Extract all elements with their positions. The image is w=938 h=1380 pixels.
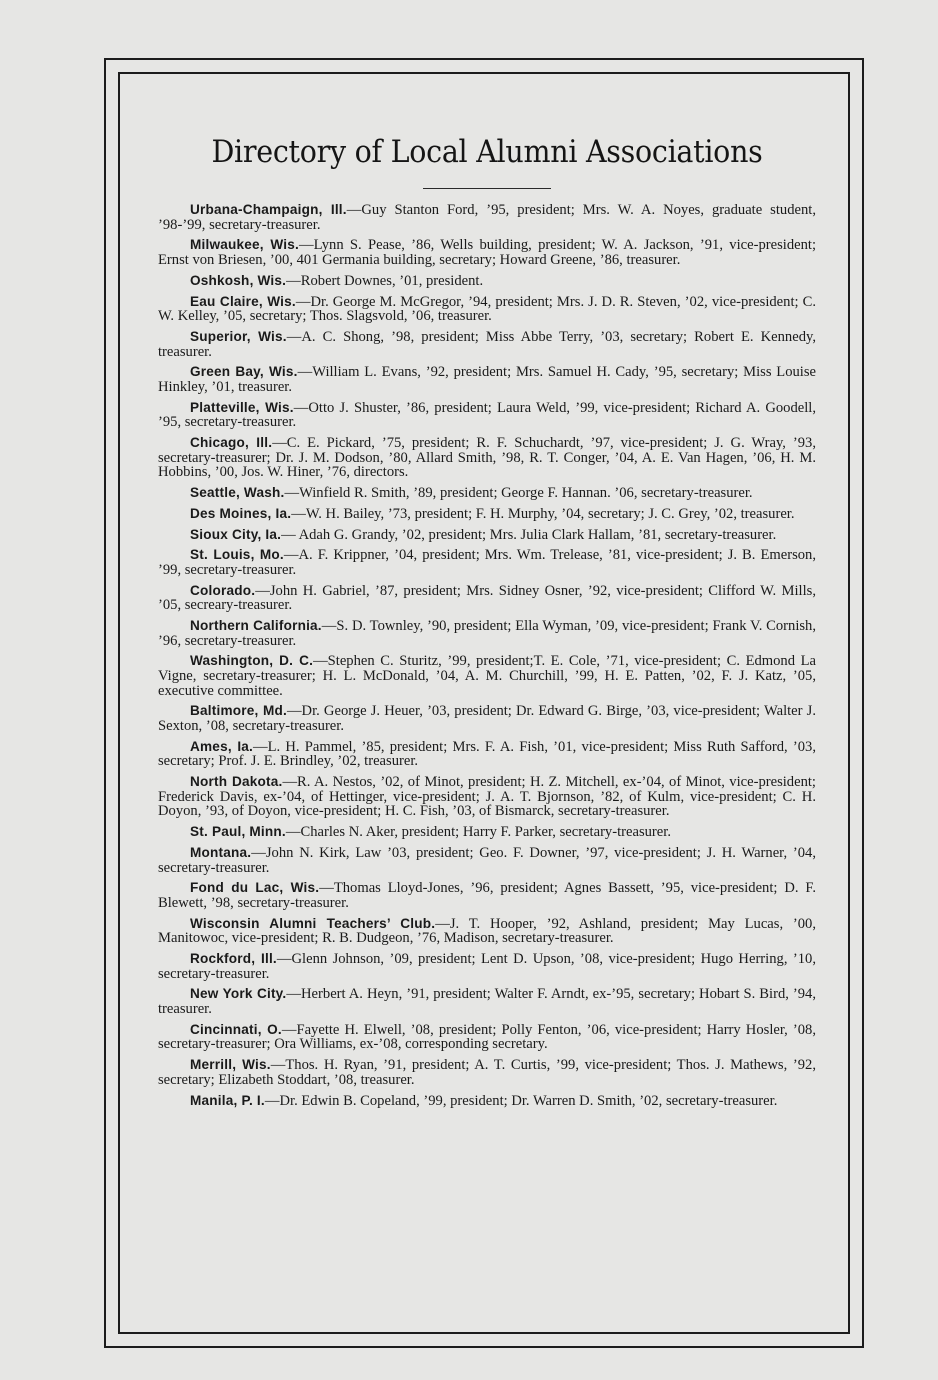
entry-officers: —Charles N. Aker, president; Harry F. Parker, secretary-treasurer. bbox=[285, 824, 671, 841]
directory-entry bbox=[158, 619, 816, 648]
entry-officers: —A. C. Shong, ’98, president; Miss Abbe Terry, ’03, secretary; Robert E. Kennedy, treasurer. bbox=[158, 328, 816, 360]
page-title: Directory of Local Alumni Associations bbox=[211, 134, 763, 170]
directory-entry bbox=[158, 401, 816, 430]
entry-location: Rockford, Ill. bbox=[190, 951, 277, 967]
directory-content bbox=[158, 128, 816, 1114]
directory-entry bbox=[158, 1058, 816, 1087]
entry-location: St. Paul, Minn. bbox=[190, 824, 286, 840]
entry-location: Fond du Lac, Wis. bbox=[190, 880, 320, 896]
entry-location: Merrill, Wis. bbox=[190, 1057, 271, 1073]
entry-officers: —Fayette H. Elwell, ’08, president; Polly Fenton, ’06, vice-president; Harry Hosler, ’08, secretary-treasurer; Ora Williams, ex-’08, corresponding secretary. bbox=[158, 1021, 816, 1053]
directory-entry bbox=[158, 952, 816, 981]
entry-location: Baltimore, Md. bbox=[190, 703, 287, 719]
entry-location: Superior, Wis. bbox=[190, 328, 287, 344]
entry-officers: —Glenn Johnson, ’09, president; Lent D. Upson, ’08, vice-president; Hugo Herring, ’10, secretary-treasurer. bbox=[158, 951, 816, 982]
directory-entry bbox=[158, 704, 816, 733]
entry-officers: —A. F. Krippner, ’04, president; Mrs. Wm. Trelease, ’81, vice-president; J. B. Emerson, ’99, secretary-treasurer. bbox=[158, 547, 816, 578]
entry-officers: —L. H. Pammel, ’85, president; Mrs. F. A. Fish, ’01, vice-president; Miss Ruth Safford, ’03, secretary; Prof. J. E. Brindley, ’02, treasurer. bbox=[158, 738, 816, 770]
entry-officers: —John H. Gabriel, ’87, president; Mrs. Sidney Osner, ’92, vice-president; Clifford W. Mills, ’05, secreary-treasurer. bbox=[158, 582, 816, 614]
directory-entry bbox=[158, 825, 816, 840]
entry-officers: —Herbert A. Heyn, ’91, president; Walter F. Arndt, ex-’95, secretary; Hobart S. Bird, ’94, treasurer. bbox=[158, 986, 816, 1018]
entry-location: Colorado. bbox=[190, 582, 256, 598]
entry-officers: —J. T. Hooper, ’92, Ashland, president; May Lucas, ’00, Manitowoc, vice-president; R. B. Dudgeon, ’76, Madison, secretary-treasurer. bbox=[158, 915, 817, 947]
entry-location: New York City. bbox=[190, 986, 287, 1002]
entry-location: Urbana-Champaign, Ill. bbox=[190, 202, 347, 217]
entry-officers: —John N. Kirk, Law ’03, president; Geo. F. Downer, ’97, vice-president; J. H. Warner, ’04, secretary-treasurer. bbox=[158, 844, 816, 876]
entry-location: Montana. bbox=[190, 844, 252, 860]
entry-location: Chicago, Ill. bbox=[190, 435, 273, 451]
entry-officers: —Stephen C. Sturitz, ’99, president;T. E. Cole, ’71, vice-president; C. Edmond La Vigne, secretary-treasurer; H. L. McDonald, ’04, A. M. Churchill, ’99, H. E. Patten, ’02, F. J. Katz, ’05, executive committee. bbox=[158, 653, 816, 699]
entry-location: Wisconsin Alumni Teachers’ Club. bbox=[190, 915, 436, 931]
directory-entry bbox=[158, 436, 816, 480]
directory-entry bbox=[158, 507, 816, 522]
entry-list bbox=[158, 203, 816, 1108]
entry-location: Northern California. bbox=[190, 618, 322, 634]
directory-entry bbox=[158, 654, 816, 698]
entry-location: St. Louis, Mo. bbox=[190, 547, 284, 563]
entry-officers: —Lynn S. Pease, ’86, Wells building, president; W. A. Jackson, ’91, vice-president; Ernst von Briesen, ’00, 401 Germania building, secretary; Howard Greene, ’86, treasurer. bbox=[158, 237, 816, 268]
directory-entry bbox=[158, 1094, 816, 1109]
directory-entry bbox=[158, 274, 816, 289]
entry-location: Milwaukee, Wis. bbox=[190, 237, 300, 253]
entry-officers: —Dr. Edwin B. Copeland, ’99, president; Dr. Warren D. Smith, ’02, secretary-treasurer. bbox=[264, 1092, 778, 1109]
entry-officers: —Robert Downes, ’01, president. bbox=[286, 272, 484, 289]
directory-entry bbox=[158, 740, 816, 769]
entry-location: Eau Claire, Wis. bbox=[190, 293, 296, 309]
directory-entry bbox=[158, 1023, 816, 1052]
directory-entry bbox=[158, 365, 816, 394]
entry-location: Green Bay, Wis. bbox=[190, 364, 298, 380]
directory-entry bbox=[158, 846, 816, 875]
entry-officers: —Winfield R. Smith, ’89, president; George F. Hannan. ’06, secretary-treasurer. bbox=[284, 485, 753, 501]
entry-location: North Dakota. bbox=[190, 774, 283, 790]
title-rule bbox=[423, 188, 551, 189]
entry-officers: —William L. Evans, ’92, president; Mrs. Samuel H. Cady, ’95, secretary; Miss Louise Hinkley, ’01, treasurer. bbox=[158, 364, 816, 395]
directory-entry bbox=[158, 584, 816, 613]
entry-location: Sioux City, Ia. bbox=[190, 526, 282, 542]
directory-entry bbox=[158, 917, 816, 946]
entry-location: Washington, D. C. bbox=[190, 653, 314, 669]
entry-officers: —S. D. Townley, ’90, president; Ella Wyman, ’09, vice-president; Frank V. Cornish, ’96, secretary-treasurer. bbox=[158, 618, 817, 649]
entry-location: Des Moines, Ia. bbox=[190, 505, 292, 521]
directory-entry bbox=[158, 881, 816, 910]
directory-entry bbox=[158, 203, 816, 232]
entry-officers: —R. A. Nestos, ’02, of Minot, president; H. Z. Mitchell, ex-’04, of Minot, vice-president; Frederick Davis, ex-’04, of Hettinger, vice-president; J. A. T. Bjornson, ’82, of Kulm, vice-president; C. H. Doyon, ’93, of Doyon, vice-president; H. C. Fish, ’03, of Bismarck, secretary-treasurer. bbox=[158, 774, 816, 820]
directory-entry bbox=[158, 295, 816, 324]
entry-officers: —Thos. H. Ryan, ’91, president; A. T. Curtis, ’99, vice-president; Thos. J. Mathews, ’92, secretary; Elizabeth Stoddart, ’08, treasurer. bbox=[158, 1057, 816, 1088]
entry-officers: —Dr. George J. Heuer, ’03, president; Dr. Edward G. Birge, ’03, vice-president; Walter J. Sexton, ’08, secretary-treasurer. bbox=[158, 703, 816, 735]
directory-entry bbox=[158, 528, 816, 543]
entry-location: Manila, P. I. bbox=[190, 1092, 265, 1108]
entry-officers: — Adah G. Grandy, ’02, president; Mrs. Julia Clark Hallam, ’81, secretary-treasurer. bbox=[281, 526, 777, 543]
entry-location: Seattle, Wash. bbox=[190, 485, 285, 500]
entry-location: Platteville, Wis. bbox=[190, 399, 294, 415]
directory-entry bbox=[158, 987, 816, 1016]
entry-officers: —Dr. George M. McGregor, ’94, president; Mrs. J. D. R. Steven, ’02, vice-president; C. W. Kelley, ’05, secretary; Thos. Slagsvold, ’06, treasurer. bbox=[158, 293, 816, 325]
directory-entry bbox=[158, 330, 816, 359]
entry-officers: —C. E. Pickard, ’75, president; R. F. Schuchardt, ’97, vice-president; J. G. Wray, ’93, secretary-treasurer; Dr. J. M. Dodson, ’80, Allard Smith, ’98, R. T. Conger, ’04, A. E. Van Hagen, ’06, H. M. Hobbins, ’00, Jos. W. Hiner, ’76, directors. bbox=[158, 435, 816, 481]
directory-entry bbox=[158, 238, 816, 267]
entry-location: Cincinnati, O. bbox=[190, 1021, 282, 1037]
entry-officers: —Thomas Lloyd-Jones, ’96, president; Agnes Bassett, ’95, vice-president; D. F. Blewett, ’98, secretary-treasurer. bbox=[158, 880, 816, 911]
directory-entry bbox=[158, 486, 816, 501]
entry-location: Oshkosh, Wis. bbox=[190, 272, 287, 288]
entry-officers: —W. H. Bailey, ’73, president; F. H. Murphy, ’04, secretary; J. C. Grey, ’02, treasurer. bbox=[291, 505, 795, 522]
entry-location: Ames, Ia. bbox=[190, 738, 254, 754]
directory-entry bbox=[158, 548, 816, 577]
directory-entry bbox=[158, 775, 816, 819]
entry-officers: —Otto J. Shuster, ’86, president; Laura Weld, ’99, vice-president; Richard A. Goodell, ’95, secretary-treasurer. bbox=[158, 399, 816, 431]
entry-officers: —Guy Stanton Ford, ’95, president; Mrs. W. A. Noyes, graduate student, ’98-’99, secretary-treasurer. bbox=[158, 202, 816, 233]
